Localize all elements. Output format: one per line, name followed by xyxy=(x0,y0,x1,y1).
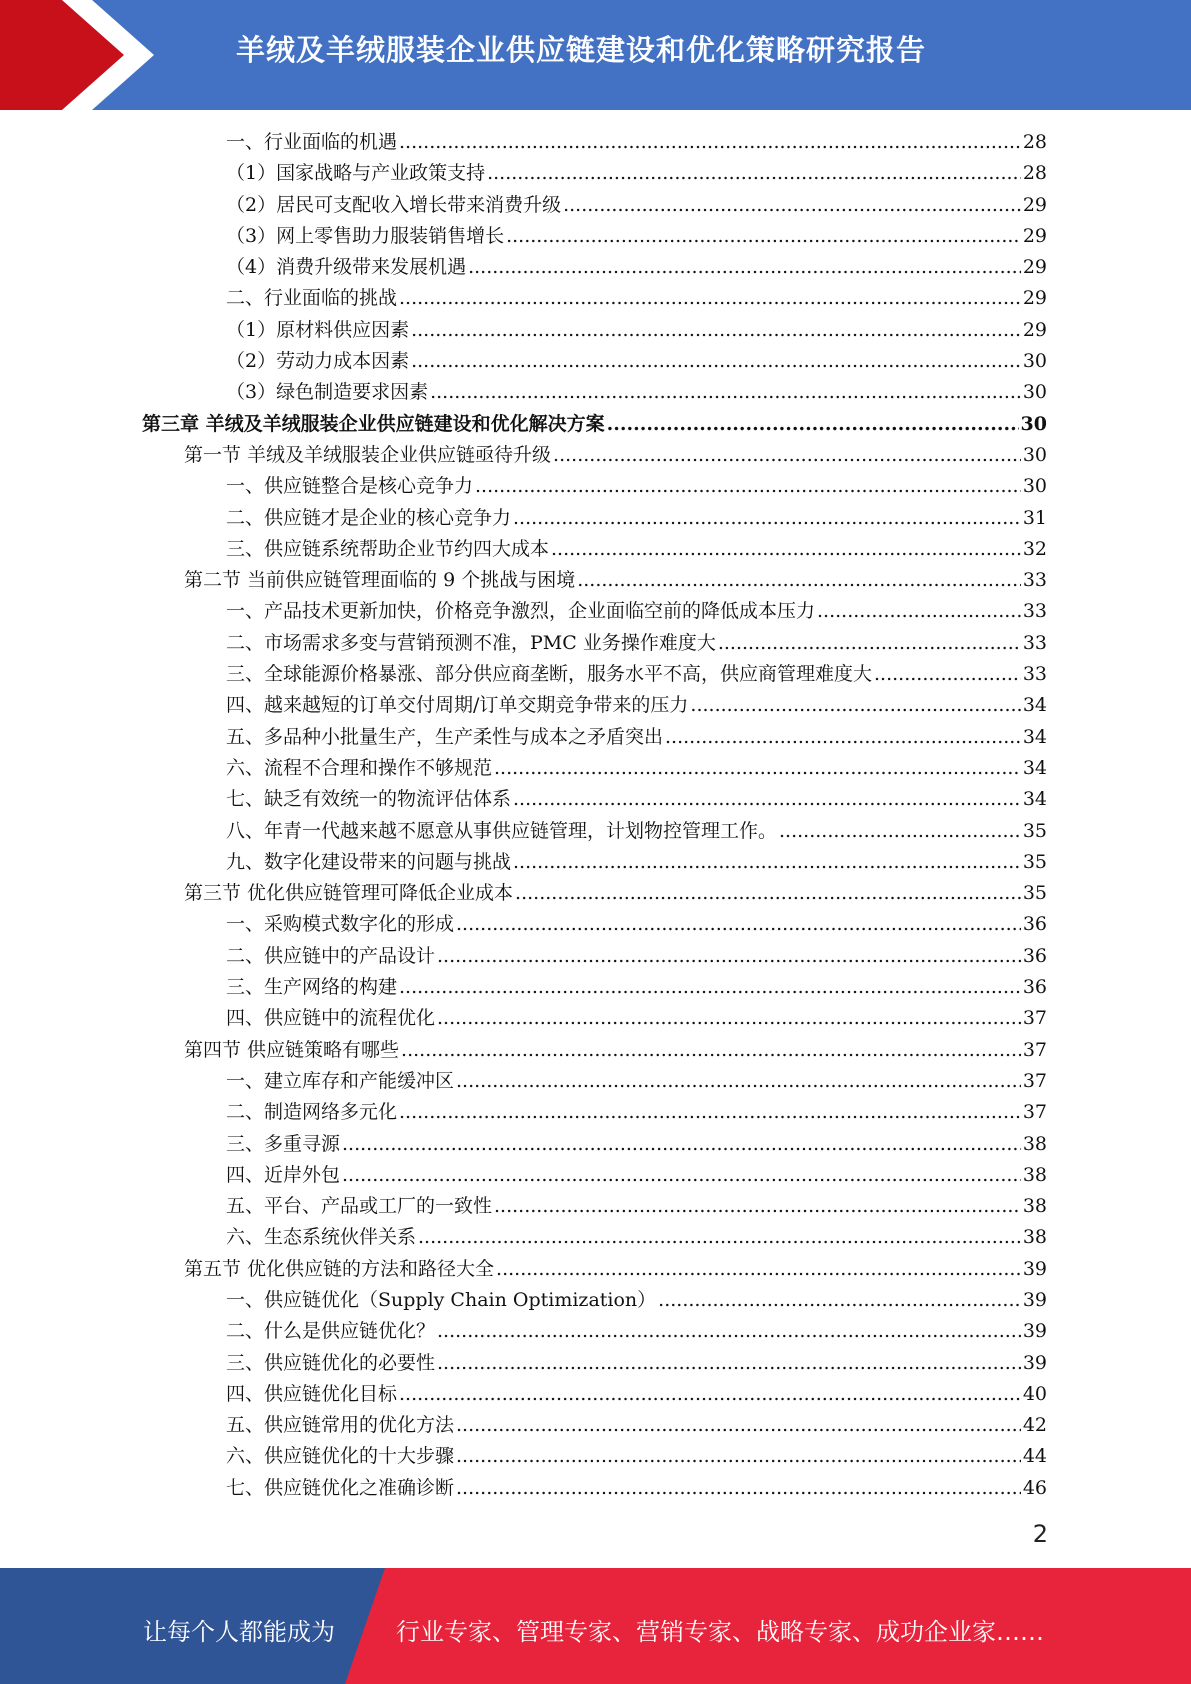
toc-entry[interactable] xyxy=(0,1222,1191,1253)
toc-dot-leader xyxy=(342,1129,1021,1160)
toc-entry-title: 第二节 当前供应链管理面临的 9 个挑战与困境 xyxy=(184,569,576,592)
toc-dot-leader xyxy=(494,1191,1021,1222)
toc-entry-page: 31 xyxy=(1022,506,1047,529)
toc-entry[interactable] xyxy=(0,158,1191,189)
toc-dot-leader xyxy=(515,878,1021,909)
toc-entry-title: 二、供应链中的产品设计 xyxy=(226,944,436,967)
toc-entry-page: 35 xyxy=(1022,850,1047,873)
toc-entry-page: 38 xyxy=(1022,1163,1047,1186)
toc-dot-leader xyxy=(399,127,1021,158)
toc-section-entry[interactable] xyxy=(0,1254,1191,1285)
toc-dot-leader xyxy=(496,1254,1021,1285)
toc-entry-title: 一、供应链优化（Supply Chain Optimization） xyxy=(226,1288,657,1311)
footer-banner xyxy=(0,1568,1191,1684)
toc-entry[interactable] xyxy=(0,941,1191,972)
toc-dot-leader xyxy=(874,659,1021,690)
toc-entry-page: 35 xyxy=(1022,819,1047,842)
header-banner xyxy=(0,0,1191,110)
toc-dot-leader xyxy=(437,1316,1021,1347)
toc-entry-page: 38 xyxy=(1022,1226,1047,1249)
toc-dot-leader xyxy=(456,1066,1021,1097)
toc-entry-title: 六、流程不合理和操作不够规范 xyxy=(226,756,493,779)
toc-entry[interactable] xyxy=(0,1441,1191,1472)
toc-entry-page: 37 xyxy=(1022,1101,1047,1124)
toc-dot-leader xyxy=(506,221,1021,252)
toc-entry-page: 46 xyxy=(1022,1476,1047,1499)
toc-entry[interactable] xyxy=(0,1348,1191,1379)
toc-entry[interactable] xyxy=(0,753,1191,784)
toc-entry-page: 39 xyxy=(1022,1257,1047,1280)
toc-entry-page: 30 xyxy=(1022,381,1047,404)
toc-entry[interactable] xyxy=(0,377,1191,408)
toc-entry[interactable] xyxy=(0,1191,1191,1222)
toc-entry-title: 三、生产网络的构建 xyxy=(226,976,398,999)
toc-entry-page: 33 xyxy=(1022,663,1047,686)
toc-entry-title: 三、供应链优化的必要性 xyxy=(226,1351,436,1374)
toc-entry-title: 第三章 羊绒及羊绒服装企业供应链建设和优化解决方案 xyxy=(142,412,605,435)
toc-entry-page: 36 xyxy=(1022,913,1047,936)
toc-entry-title: 第一节 羊绒及羊绒服装企业供应链亟待升级 xyxy=(184,443,552,466)
toc-entry-title: 七、供应链优化之准确诊断 xyxy=(226,1476,455,1499)
toc-entry-page: 30 xyxy=(1022,350,1047,373)
toc-entry[interactable] xyxy=(0,596,1191,627)
toc-entry-page: 35 xyxy=(1022,882,1047,905)
toc-entry[interactable] xyxy=(0,127,1191,158)
toc-entry-title: 四、近岸外包 xyxy=(226,1163,341,1186)
toc-dot-leader xyxy=(399,1379,1021,1410)
toc-entry-page: 29 xyxy=(1022,193,1047,216)
toc-entry-page: 36 xyxy=(1022,976,1047,999)
footer-slogan-right: 行业专家、管理专家、营销专家、战略专家、成功企业家…… xyxy=(396,1618,1044,1646)
toc-dot-leader xyxy=(437,1003,1021,1034)
toc-dot-leader xyxy=(342,1160,1021,1191)
toc-entry-title: 三、全球能源价格暴涨、部分供应商垄断，服务水平不高，供应商管理难度大 xyxy=(226,663,873,686)
toc-entry-title: 一、产品技术更新加快，价格竞争激烈，企业面临空前的降低成本压力 xyxy=(226,600,816,623)
toc-entry-page: 37 xyxy=(1022,1069,1047,1092)
toc-entry-title: 第四节 供应链策略有哪些 xyxy=(184,1038,400,1061)
toc-entry-title: 二、制造网络多元化 xyxy=(226,1101,398,1124)
toc-dot-leader xyxy=(658,1285,1021,1316)
toc-entry[interactable] xyxy=(0,816,1191,847)
toc-entry[interactable] xyxy=(0,315,1191,346)
toc-dot-leader xyxy=(577,565,1021,596)
toc-dot-leader xyxy=(456,909,1021,940)
toc-entry-title: 六、生态系统伙伴关系 xyxy=(226,1226,417,1249)
toc-entry[interactable] xyxy=(0,221,1191,252)
toc-dot-leader xyxy=(411,315,1021,346)
toc-entry-page: 34 xyxy=(1022,756,1047,779)
toc-dot-leader xyxy=(690,690,1020,721)
toc-entry-page: 42 xyxy=(1022,1414,1047,1437)
toc-entry-page: 28 xyxy=(1022,162,1047,185)
toc-entry-title: 五、多品种小批量生产，生产柔性与成本之矛盾突出 xyxy=(226,725,664,748)
toc-entry[interactable] xyxy=(0,1129,1191,1160)
toc-dot-leader xyxy=(399,1097,1021,1128)
toc-dot-leader xyxy=(487,158,1021,189)
toc-entry-title: 五、平台、产品或工厂的一致性 xyxy=(226,1195,493,1218)
toc-dot-leader xyxy=(456,1410,1021,1441)
toc-entry-page: 29 xyxy=(1022,287,1047,310)
toc-entry-title: （3）绿色制造要求因素 xyxy=(226,381,429,404)
toc-entry-page: 30 xyxy=(1020,412,1047,435)
toc-entry-page: 36 xyxy=(1022,944,1047,967)
toc-entry-title: 一、建立库存和产能缓冲区 xyxy=(226,1069,455,1092)
toc-entry-page: 34 xyxy=(1022,788,1047,811)
toc-entry-title: 第三节 优化供应链管理可降低企业成本 xyxy=(184,882,514,905)
toc-dot-leader xyxy=(817,596,1021,627)
toc-entry[interactable] xyxy=(0,1473,1191,1504)
toc-entry-page: 29 xyxy=(1022,256,1047,279)
toc-entry-page: 38 xyxy=(1022,1195,1047,1218)
toc-entry[interactable] xyxy=(0,722,1191,753)
toc-dot-leader xyxy=(718,628,1021,659)
toc-entry-title: 四、供应链中的流程优化 xyxy=(226,1007,436,1030)
toc-section-entry[interactable] xyxy=(0,878,1191,909)
toc-entry[interactable] xyxy=(0,283,1191,314)
toc-entry-title: 六、供应链优化的十大步骤 xyxy=(226,1445,455,1468)
toc-entry-page: 37 xyxy=(1022,1038,1047,1061)
toc-entry-title: （3）网上零售助力服装销售增长 xyxy=(226,224,505,247)
toc-entry[interactable] xyxy=(0,972,1191,1003)
toc-entry-title: （2）劳动力成本因素 xyxy=(226,350,410,373)
toc-entry-title: 九、数字化建设带来的问题与挑战 xyxy=(226,850,512,873)
toc-dot-leader xyxy=(399,972,1021,1003)
toc-dot-leader xyxy=(513,847,1021,878)
toc-entry[interactable] xyxy=(0,1285,1191,1316)
toc-section-entry[interactable] xyxy=(0,565,1191,596)
toc-entry-title: 一、采购模式数字化的形成 xyxy=(226,913,455,936)
toc-entry-title: 三、多重寻源 xyxy=(226,1132,341,1155)
toc-dot-leader xyxy=(665,722,1021,753)
toc-entry-page: 28 xyxy=(1022,131,1047,153)
toc-dot-leader xyxy=(399,283,1021,314)
toc-dot-leader xyxy=(456,1441,1021,1472)
footer-slogan-left: 让每个人都能成为 xyxy=(143,1618,335,1646)
toc-dot-leader xyxy=(430,377,1021,408)
toc-entry[interactable] xyxy=(0,1379,1191,1410)
toc-dot-leader xyxy=(551,534,1021,565)
toc-entry-page: 30 xyxy=(1022,475,1047,498)
toc-entry-page: 30 xyxy=(1022,443,1047,466)
toc-entry-page: 32 xyxy=(1022,537,1047,560)
toc-entry-page: 33 xyxy=(1022,600,1047,623)
toc-entry[interactable] xyxy=(0,690,1191,721)
toc-entry-title: 二、行业面临的挑战 xyxy=(226,287,398,310)
toc-entry[interactable] xyxy=(0,659,1191,690)
toc-entry[interactable] xyxy=(0,1003,1191,1034)
toc-dot-leader xyxy=(401,1035,1021,1066)
toc-dot-leader xyxy=(411,346,1021,377)
toc-chapter-entry[interactable] xyxy=(0,409,1191,440)
toc-dot-leader xyxy=(494,753,1021,784)
toc-entry-title: 三、供应链系统帮助企业节约四大成本 xyxy=(226,537,550,560)
table-of-contents xyxy=(0,127,1191,1504)
toc-entry[interactable] xyxy=(0,628,1191,659)
toc-entry-title: 一、行业面临的机遇 xyxy=(226,131,398,153)
toc-section-entry[interactable] xyxy=(0,1035,1191,1066)
toc-dot-leader xyxy=(475,471,1021,502)
toc-entry-page: 39 xyxy=(1022,1320,1047,1343)
toc-entry[interactable] xyxy=(0,1410,1191,1441)
toc-entry-page: 33 xyxy=(1022,631,1047,654)
toc-entry-page: 33 xyxy=(1022,569,1047,592)
toc-entry-page: 29 xyxy=(1022,318,1047,341)
toc-entry[interactable] xyxy=(0,471,1191,502)
toc-entry-title: 二、市场需求多变与营销预测不准，PMC 业务操作难度大 xyxy=(226,631,716,654)
toc-entry-title: 二、什么是供应链优化？ xyxy=(226,1320,436,1343)
toc-dot-leader xyxy=(456,1473,1021,1504)
toc-entry-title: 八、年青一代越来越不愿意从事供应链管理，计划物控管理工作。 xyxy=(226,819,778,842)
toc-entry-title: 七、缺乏有效统一的物流评估体系 xyxy=(226,788,512,811)
toc-entry[interactable] xyxy=(0,503,1191,534)
toc-entry-title: （2）居民可支配收入增长带来消费升级 xyxy=(226,193,562,216)
toc-entry-page: 38 xyxy=(1022,1132,1047,1155)
toc-entry-page: 34 xyxy=(1022,694,1047,717)
toc-entry-title: 五、供应链常用的优化方法 xyxy=(226,1414,455,1437)
toc-entry-page: 34 xyxy=(1022,725,1047,748)
toc-entry[interactable] xyxy=(0,1066,1191,1097)
toc-entry-page: 40 xyxy=(1022,1382,1047,1405)
toc-entry[interactable] xyxy=(0,1097,1191,1128)
toc-dot-leader xyxy=(607,409,1019,440)
toc-entry-title: 四、供应链优化目标 xyxy=(226,1382,398,1405)
toc-entry-title: （4）消费升级带来发展机遇 xyxy=(226,256,467,279)
toc-dot-leader xyxy=(437,941,1021,972)
toc-entry-title: 四、越来越短的订单交付周期/订单交期竞争带来的压力 xyxy=(226,694,689,717)
toc-entry-title: （1）国家战略与产业政策支持 xyxy=(226,162,486,185)
toc-entry[interactable] xyxy=(0,847,1191,878)
toc-entry-title: 二、供应链才是企业的核心竞争力 xyxy=(226,506,512,529)
toc-dot-leader xyxy=(779,816,1021,847)
document-title: 羊绒及羊绒服装企业供应链建设和优化策略研究报告 xyxy=(236,33,927,67)
toc-entry-title: 第五节 优化供应链的方法和路径大全 xyxy=(184,1257,495,1280)
toc-entry[interactable] xyxy=(0,909,1191,940)
toc-entry[interactable] xyxy=(0,346,1191,377)
toc-entry[interactable] xyxy=(0,784,1191,815)
toc-dot-leader xyxy=(468,252,1021,283)
page-number: 2 xyxy=(1032,1520,1048,1548)
toc-dot-leader xyxy=(563,190,1021,221)
toc-entry[interactable] xyxy=(0,190,1191,221)
toc-entry-page: 44 xyxy=(1022,1445,1047,1468)
toc-dot-leader xyxy=(553,440,1021,471)
toc-dot-leader xyxy=(437,1348,1021,1379)
toc-entry[interactable] xyxy=(0,534,1191,565)
toc-entry-page: 37 xyxy=(1022,1007,1047,1030)
toc-dot-leader xyxy=(513,784,1021,815)
toc-dot-leader xyxy=(513,503,1021,534)
toc-entry-page: 29 xyxy=(1022,224,1047,247)
toc-entry[interactable] xyxy=(0,1316,1191,1347)
toc-dot-leader xyxy=(418,1222,1021,1253)
header-arrow-decoration xyxy=(0,0,200,110)
toc-section-entry[interactable] xyxy=(0,440,1191,471)
toc-entry[interactable] xyxy=(0,1160,1191,1191)
toc-entry[interactable] xyxy=(0,252,1191,283)
toc-entry-title: （1）原材料供应因素 xyxy=(226,318,410,341)
toc-entry-page: 39 xyxy=(1022,1288,1047,1311)
toc-entry-page: 39 xyxy=(1022,1351,1047,1374)
toc-entry-title: 一、供应链整合是核心竞争力 xyxy=(226,475,474,498)
